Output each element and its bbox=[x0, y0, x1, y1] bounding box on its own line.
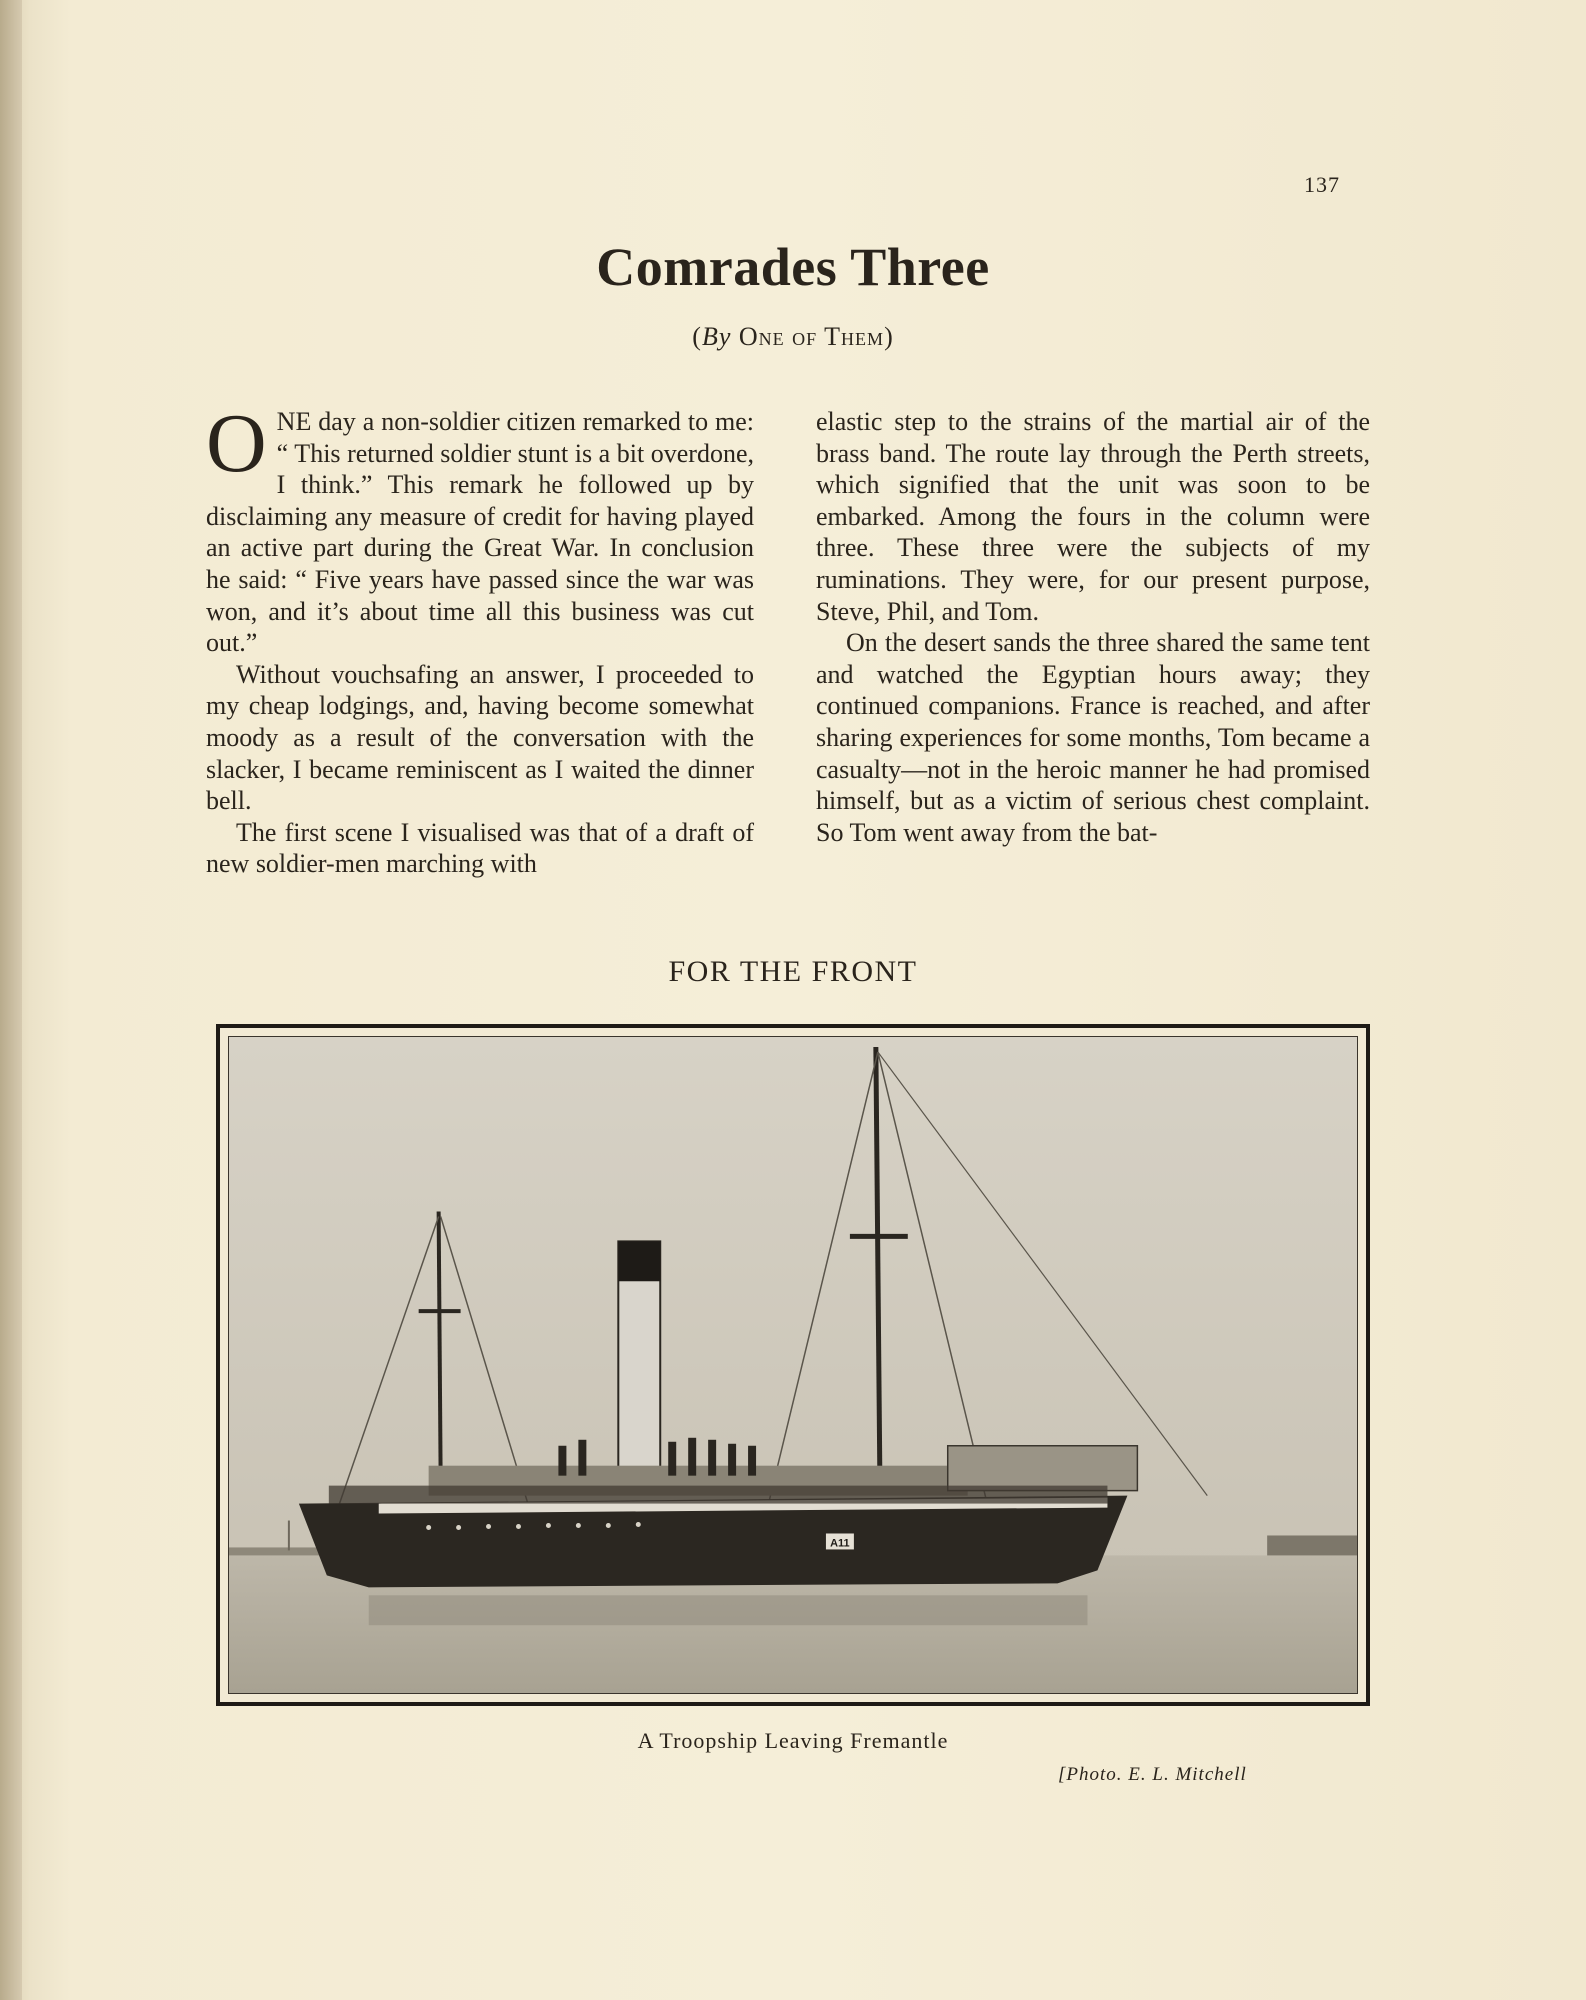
article-paragraph: On the desert sands the three shared the same tent and watched the Egyptian hours away; they continued companions. France is reached, and after sharing experiences for some months, Tom became a casualty—not in the heroic manner he had promised himself, but as a victim of serious chest complaint. So Tom went away from the bat- bbox=[816, 628, 1370, 847]
article-column-left bbox=[206, 397, 754, 880]
article-paragraph: Without vouchsafing an answer, I proceeded to my cheap lodgings, and, having become somewhat moody as a result of the conversation with the slacker, I became reminiscent as I waited the dinner bell. bbox=[206, 659, 754, 816]
distant-shore-right bbox=[1267, 1535, 1357, 1555]
hull-marking: A11 bbox=[830, 1537, 850, 1550]
page-spine-shadow bbox=[0, 0, 22, 2000]
article-byline bbox=[0, 322, 1586, 352]
article-paragraph: elastic step to the strains of the martial air of the brass band. The route lay through the Perth streets, which signified that the unit was soon to be embarked. Among the fours in the column were three. These three were the subjects of my ruminations. They were, for our present purpose, Steve, Phil, and Tom. bbox=[816, 407, 1370, 626]
drop-cap: O bbox=[206, 397, 267, 490]
page-number: 137 bbox=[1304, 172, 1340, 197]
article-title: Comrades Three bbox=[596, 237, 990, 297]
article-paragraph: The first scene I visualised was that of a draft of new soldier-men marching with bbox=[206, 817, 754, 879]
troops-crowd bbox=[329, 1486, 1108, 1504]
photo-credit: [Photo. E. L. Mitchell bbox=[1058, 1764, 1247, 1785]
byline-open-paren: ( bbox=[692, 322, 702, 351]
byline-by: By bbox=[701, 322, 732, 351]
section-heading: FOR THE FRONT bbox=[668, 955, 918, 988]
hull-reflection bbox=[369, 1595, 1088, 1625]
paragraph-text: NE day a non-soldier citizen remarked to me: “ This returned soldier stunt is a bit overdone, I think.” This remark he followed up by disclaiming any measure of credit for having played an active part during the Great War. In conclusion he said: “ Five years have passed since the war was won, and it’s about time all this business was cut out.” bbox=[206, 407, 754, 658]
byline-close-paren: ) bbox=[884, 322, 894, 351]
fore-mast bbox=[439, 1211, 441, 1475]
photo-frame bbox=[216, 1024, 1370, 1706]
article-column-right bbox=[816, 406, 1370, 848]
funnel-top-band bbox=[618, 1241, 660, 1281]
byline-author: One of Them bbox=[738, 322, 885, 351]
photo-caption: A Troopship Leaving Fremantle bbox=[637, 1728, 949, 1753]
troopship-photo bbox=[228, 1036, 1358, 1694]
article-paragraph bbox=[206, 397, 754, 659]
bridge-house bbox=[948, 1446, 1138, 1491]
